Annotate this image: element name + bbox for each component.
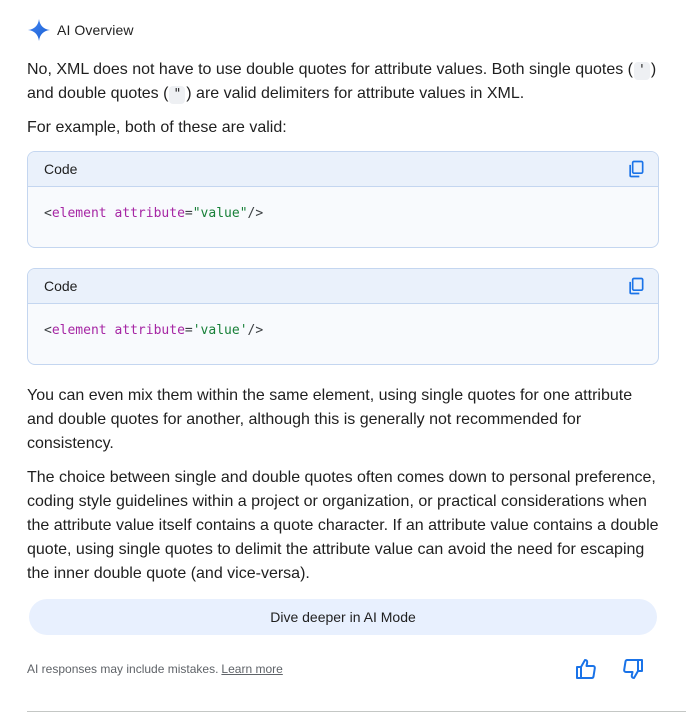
code-token: attribute <box>114 323 185 338</box>
code-token: < <box>44 323 52 338</box>
code-token: element <box>51 206 107 221</box>
thumbs-down-icon[interactable] <box>621 657 645 681</box>
code-token: = <box>184 323 193 338</box>
disclaimer-text: AI responses may include mistakes. <box>27 662 219 676</box>
single-quote-chip: ' <box>634 62 650 80</box>
double-quote-chip: " <box>169 86 185 104</box>
learn-more-link[interactable]: Learn more <box>221 662 283 676</box>
code-block-double <box>27 151 659 248</box>
code-block-header <box>28 269 658 304</box>
answer-paragraph <box>27 58 659 106</box>
thumbs-up-icon[interactable] <box>574 657 598 681</box>
answer-text: No, XML does not have to use double quotes for attribute values. Both single quotes ( <box>27 61 634 78</box>
example-intro: For example, both of these are valid: <box>27 119 287 136</box>
dive-deeper-button[interactable]: Dive deeper in AI Mode <box>29 599 657 635</box>
code-token: 'value' <box>192 323 248 338</box>
code-label: Code <box>44 161 78 177</box>
code-token: < <box>44 206 52 221</box>
code-token: = <box>184 206 193 221</box>
answer-text: ) and double quotes ( <box>27 61 657 102</box>
code-token: /> <box>247 323 264 338</box>
divider <box>27 711 686 712</box>
code-token: element <box>51 323 107 338</box>
copy-icon[interactable] <box>626 276 646 296</box>
code-token: "value" <box>192 206 248 221</box>
sparkle-icon <box>27 18 51 42</box>
answer-text: ) are valid delimiters for attribute values in XML. <box>186 85 525 102</box>
code-token: attribute <box>114 206 185 221</box>
code-block-header <box>28 152 658 187</box>
footer-disclaimer <box>27 660 283 678</box>
choice-paragraph: The choice between single and double quotes often comes down to personal preference, coding style guidelines within a project or organization, or practical considerations when the attribute value itself contains a quote character. If an attribute value contains a double quote, using single quotes to delimit the attribute value can avoid the need for escaping the inner double quote (and vice-versa). <box>27 469 659 582</box>
code-content <box>28 304 658 358</box>
code-content <box>28 187 658 241</box>
code-token: /> <box>247 206 264 221</box>
copy-icon[interactable] <box>626 159 646 179</box>
mix-quotes-paragraph: You can even mix them within the same element, using single quotes for one attribute and double quotes for another, although this is generally not recommended for consistency. <box>27 387 633 452</box>
code-label: Code <box>44 278 78 294</box>
ai-overview-header <box>27 18 134 42</box>
code-block-single <box>27 268 659 365</box>
ai-overview-title: AI Overview <box>57 22 134 38</box>
